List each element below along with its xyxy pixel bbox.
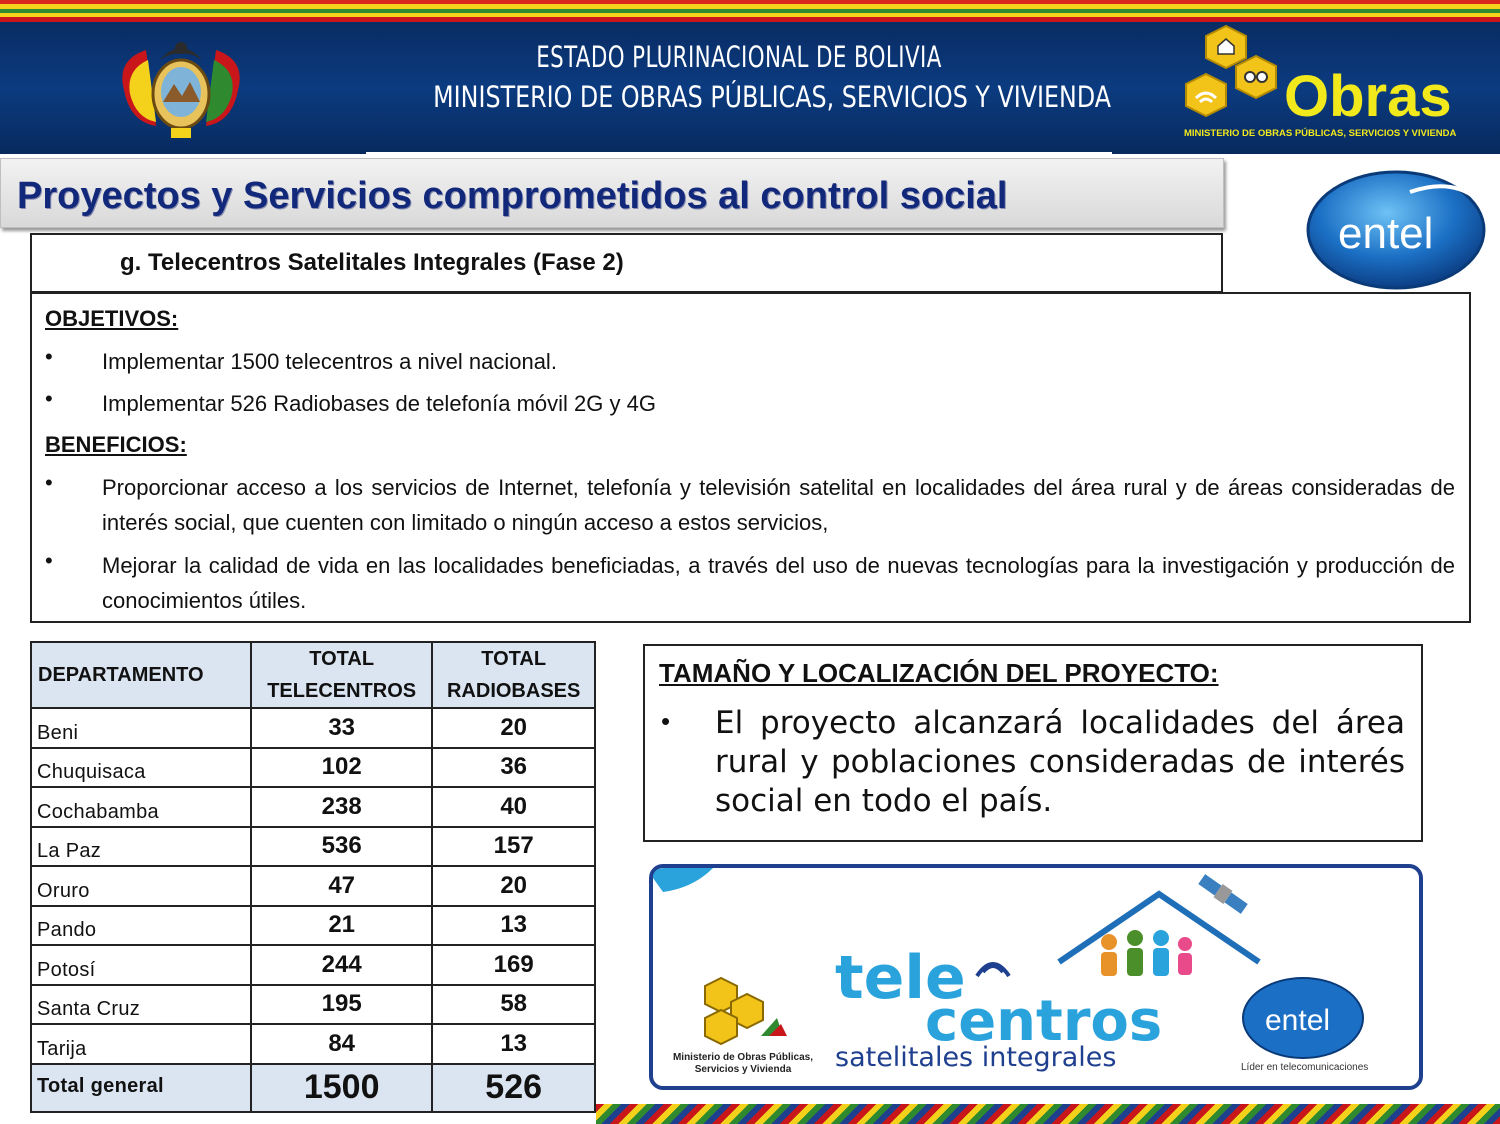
radiobases-cell: 13 <box>432 906 595 946</box>
entel-small-logo-text: entel <box>1265 1004 1331 1037</box>
title-bar <box>0 158 1224 228</box>
size-location-heading: TAMAÑO Y LOCALIZACIÓN DEL PROYECTO: <box>659 658 1219 688</box>
radiobases-cell: 36 <box>432 748 595 788</box>
header-band <box>0 22 1500 154</box>
radiobases-cell: 157 <box>432 827 595 867</box>
subtitle-box <box>30 233 1223 293</box>
bullet-icon: • <box>45 344 53 369</box>
telecentros-cell: 244 <box>251 945 432 985</box>
table-row <box>31 827 595 867</box>
telecentros-cell: 21 <box>251 906 432 946</box>
column-header-line: TOTAL <box>309 648 375 670</box>
department-cell: Pando <box>31 906 251 946</box>
table-header-row <box>31 642 595 708</box>
telecentros-cell: 33 <box>251 708 432 748</box>
radiobases-cell: 20 <box>432 866 595 906</box>
obras-ministry-logo <box>1176 24 1456 142</box>
bullet-icon: • <box>45 548 53 573</box>
bullet-icon: • <box>661 706 671 736</box>
banner-centros-text: centros <box>925 989 1163 1054</box>
header-divider <box>366 152 1112 156</box>
size-location-text: El proyecto alcanzará localidades del área rural y poblaciones consideradas de interés social en todo el país. <box>715 705 1405 819</box>
column-header-line: TELECENTROS <box>267 680 417 702</box>
department-cell: Oruro <box>31 866 251 906</box>
table-row <box>31 748 595 788</box>
bullet-icon: • <box>45 386 53 411</box>
table-row <box>31 945 595 985</box>
ministry-caption-2: Servicios y Vivienda <box>694 1064 792 1075</box>
telecentros-cell: 238 <box>251 787 432 827</box>
total-label-cell: Total general <box>31 1064 251 1112</box>
table-total-row <box>31 1064 595 1112</box>
entel-logo-text: entel <box>1338 209 1434 258</box>
column-header-line: TOTAL <box>481 648 547 670</box>
radiobases-cell: 13 <box>432 1024 595 1064</box>
telecentros-cell: 536 <box>251 827 432 867</box>
department-cell: Potosí <box>31 945 251 985</box>
section-subtitle: g. Telecentros Satelitales Integrales (Fase 2) <box>120 249 624 276</box>
department-cell: Santa Cruz <box>31 985 251 1025</box>
radiobases-cell: 169 <box>432 945 595 985</box>
obras-logo-text: Obras <box>1284 64 1452 129</box>
benefit-text: Mejorar la calidad de vida en las localidades beneficiadas, a través del uso de nuevas tecnologías para la investigación y producción de conocimientos útiles. <box>102 553 1455 613</box>
page-title: Proyectos y Servicios comprometidos al control social <box>17 175 1008 217</box>
radiobases-cell: 20 <box>432 708 595 748</box>
ministry-caption-1: Ministerio de Obras Públicas, <box>672 1052 814 1063</box>
column-header-radiobases <box>432 642 595 708</box>
objective-text: Implementar 1500 telecentros a nivel nacional. <box>102 349 557 374</box>
ministry-hex-logo-icon <box>705 978 787 1044</box>
banner-tagline-text: satelitales integrales <box>835 1042 1117 1073</box>
obras-logo-caption: MINISTERIO DE OBRAS PÚBLICAS, SERVICIOS Y VIVIENDA <box>1184 128 1456 139</box>
size-location-box <box>643 644 1423 842</box>
department-cell: Tarija <box>31 1024 251 1064</box>
department-table <box>30 641 596 1113</box>
banner-tele-text: tele <box>835 943 966 1013</box>
department-cell: La Paz <box>31 827 251 867</box>
column-header-line: RADIOBASES <box>446 680 581 702</box>
objective-text: Implementar 526 Radiobases de telefonía móvil 2G y 4G <box>102 391 656 416</box>
telecentros-cell: 195 <box>251 985 432 1025</box>
objectives-box <box>30 292 1471 623</box>
bottom-decorative-stripe <box>596 1104 1500 1124</box>
table-row <box>31 866 595 906</box>
entel-caption: Líder en telecomunicaciones <box>1241 1062 1369 1073</box>
entel-logo <box>1300 164 1494 294</box>
column-header-telecentros <box>251 642 432 708</box>
table-row <box>31 1024 595 1064</box>
benefits-heading: BENEFICIOS: <box>45 432 187 457</box>
satellite-icon <box>1197 873 1249 916</box>
bullet-icon: • <box>45 470 53 495</box>
top-flag-stripe <box>0 0 1500 22</box>
people-icon <box>1101 930 1192 976</box>
department-cell: Cochabamba <box>31 787 251 827</box>
header-line-1: ESTADO PLURINACIONAL DE BOLIVIA <box>536 40 942 74</box>
table-row <box>31 787 595 827</box>
telecentros-cell: 84 <box>251 1024 432 1064</box>
column-header-department: DEPARTAMENTO <box>31 642 251 708</box>
department-cell: Chuquisaca <box>31 748 251 788</box>
table-row <box>31 906 595 946</box>
total-radiobases-cell: 526 <box>432 1064 595 1112</box>
telecentros-banner-graphic <box>653 868 1419 1086</box>
signal-waves-icon <box>977 964 1009 976</box>
objectives-heading: OBJETIVOS: <box>45 306 179 331</box>
table-row <box>31 985 595 1025</box>
telecentros-banner <box>649 864 1423 1090</box>
radiobases-cell: 58 <box>432 985 595 1025</box>
telecentros-cell: 47 <box>251 866 432 906</box>
radiobases-cell: 40 <box>432 787 595 827</box>
total-telecentros-cell: 1500 <box>251 1064 432 1112</box>
coat-of-arms-icon <box>116 30 246 146</box>
benefit-text: Proporcionar acceso a los servicios de Internet, telefonía y televisión satelital en localidades del área rural y de áreas consideradas de interés social, que cuenten con limitado o ningún acceso a estos servicios, <box>102 475 1455 535</box>
department-cell: Beni <box>31 708 251 748</box>
table-row <box>31 708 595 748</box>
telecentros-cell: 102 <box>251 748 432 788</box>
header-line-2: MINISTERIO DE OBRAS PÚBLICAS, SERVICIOS Y VIVIENDA <box>433 80 1111 114</box>
